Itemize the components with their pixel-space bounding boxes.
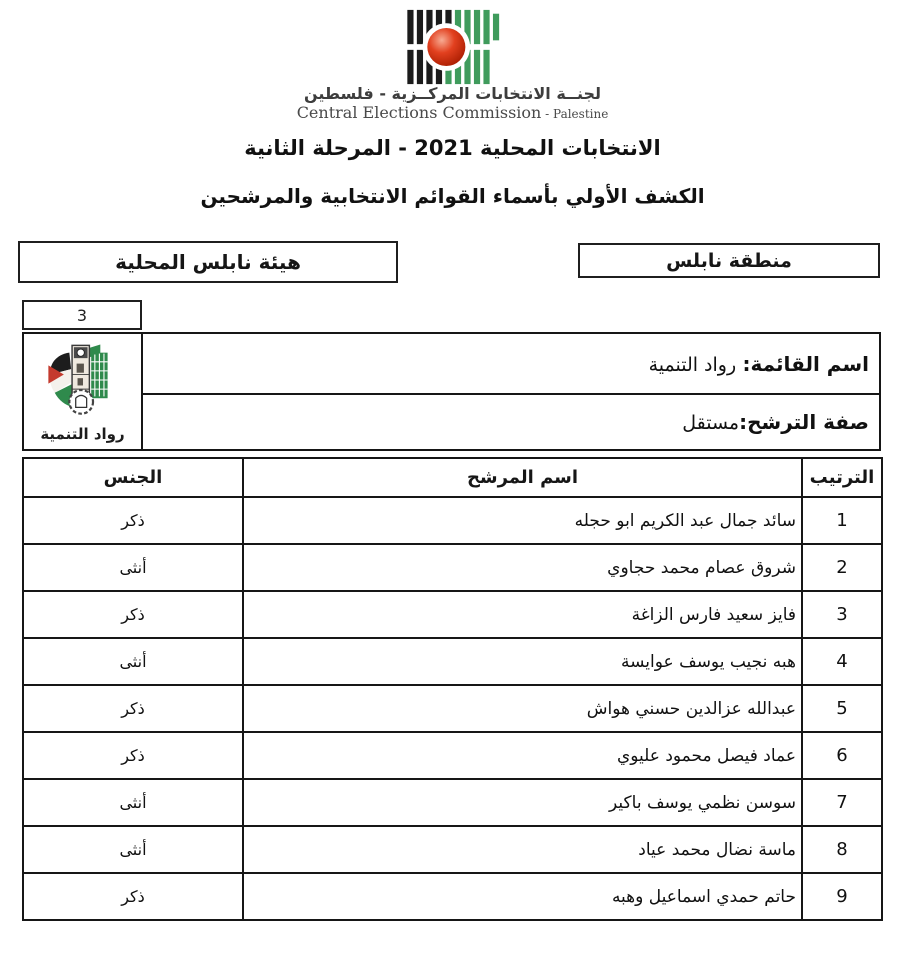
- list-logo-caption: رواد التنمية: [40, 424, 125, 443]
- candidate-rank: 8: [802, 826, 882, 873]
- list-number-value: 3: [76, 305, 88, 325]
- document-subtitle: الكشف الأولي بأسماء القوائم الانتخابية والمرشحين: [200, 184, 705, 208]
- org-name-arabic: لجنــة الانتخابات المركــزية - فلسطين: [303, 84, 602, 103]
- org-name-english-main: Central Elections Commission: [296, 103, 542, 122]
- cec-logo-icon: [0, 8, 905, 90]
- list-number-box: [22, 300, 142, 330]
- district-box: [578, 243, 880, 278]
- cec-bars-sphere-icon: [405, 8, 501, 86]
- org-name-english-suffix: - Palestine: [541, 107, 609, 121]
- candidate-rank: 1: [802, 497, 882, 544]
- list-info-table: [22, 332, 881, 451]
- candidate-name: هبه نجيب يوسف عوايسة: [243, 638, 802, 685]
- candidate-rank: 3: [802, 591, 882, 638]
- table-row: [23, 497, 882, 544]
- candidate-gender: ذكر: [23, 873, 243, 920]
- document-title: الانتخابات المحلية 2021 - المرحلة الثانية: [244, 136, 661, 160]
- list-logo-icon: [42, 341, 124, 419]
- candidate-gender: ذكر: [23, 497, 243, 544]
- candidate-gender: أنثى: [23, 826, 243, 873]
- table-row: [23, 544, 882, 591]
- candidate-name: ماسة نضال محمد عياد: [243, 826, 802, 873]
- table-row: [23, 826, 882, 873]
- candidate-name: عماد فيصل محمود عليوي: [243, 732, 802, 779]
- candidate-name: حاتم حمدي اسماعيل وهبه: [243, 873, 802, 920]
- candidate-rank: 2: [802, 544, 882, 591]
- table-row: [23, 591, 882, 638]
- candidate-gender: أنثى: [23, 638, 243, 685]
- list-logo-cell: [23, 333, 142, 450]
- candidates-header-row: [23, 458, 882, 497]
- list-name-cell: [142, 333, 880, 394]
- district-label: منطقة نابلس: [666, 249, 792, 272]
- table-row: [23, 873, 882, 920]
- candidate-gender: أنثى: [23, 544, 243, 591]
- table-row: [23, 685, 882, 732]
- list-name-value: رواد التنمية: [648, 353, 737, 376]
- candidate-rank: 7: [802, 779, 882, 826]
- candidate-rank: 5: [802, 685, 882, 732]
- candidate-gender: ذكر: [23, 685, 243, 732]
- candidate-name: فايز سعيد فارس الزاغة: [243, 591, 802, 638]
- candidacy-type-cell: [142, 394, 880, 450]
- candidates-table: [22, 457, 883, 921]
- org-name-english: [0, 103, 905, 122]
- table-row: [23, 732, 882, 779]
- candidate-name: عبدالله عزالدين حسني هواش: [243, 685, 802, 732]
- candidate-rank: 4: [802, 638, 882, 685]
- candidate-gender: ذكر: [23, 732, 243, 779]
- rank-column-header: الترتيب: [802, 458, 882, 497]
- local-authority-label: هيئة نابلس المحلية: [115, 250, 301, 274]
- local-authority-box: [18, 241, 398, 283]
- candidate-gender: ذكر: [23, 591, 243, 638]
- candidate-name: سوسن نظمي يوسف باكير: [243, 779, 802, 826]
- candidate-name: شروق عصام محمد حجاوي: [243, 544, 802, 591]
- candidate-rank: 6: [802, 732, 882, 779]
- candidacy-type-label: صفة الترشح:: [739, 410, 869, 434]
- candidate-rank: 9: [802, 873, 882, 920]
- table-row: [23, 779, 882, 826]
- candidacy-type-value: مستقل: [682, 412, 740, 434]
- name-column-header: اسم المرشح: [243, 458, 802, 497]
- candidate-name: سائد جمال عبد الكريم ابو حجله: [243, 497, 802, 544]
- candidate-gender: أنثى: [23, 779, 243, 826]
- table-row: [23, 638, 882, 685]
- list-name-label: اسم القائمة:: [742, 351, 869, 376]
- gender-column-header: الجنس: [23, 458, 243, 497]
